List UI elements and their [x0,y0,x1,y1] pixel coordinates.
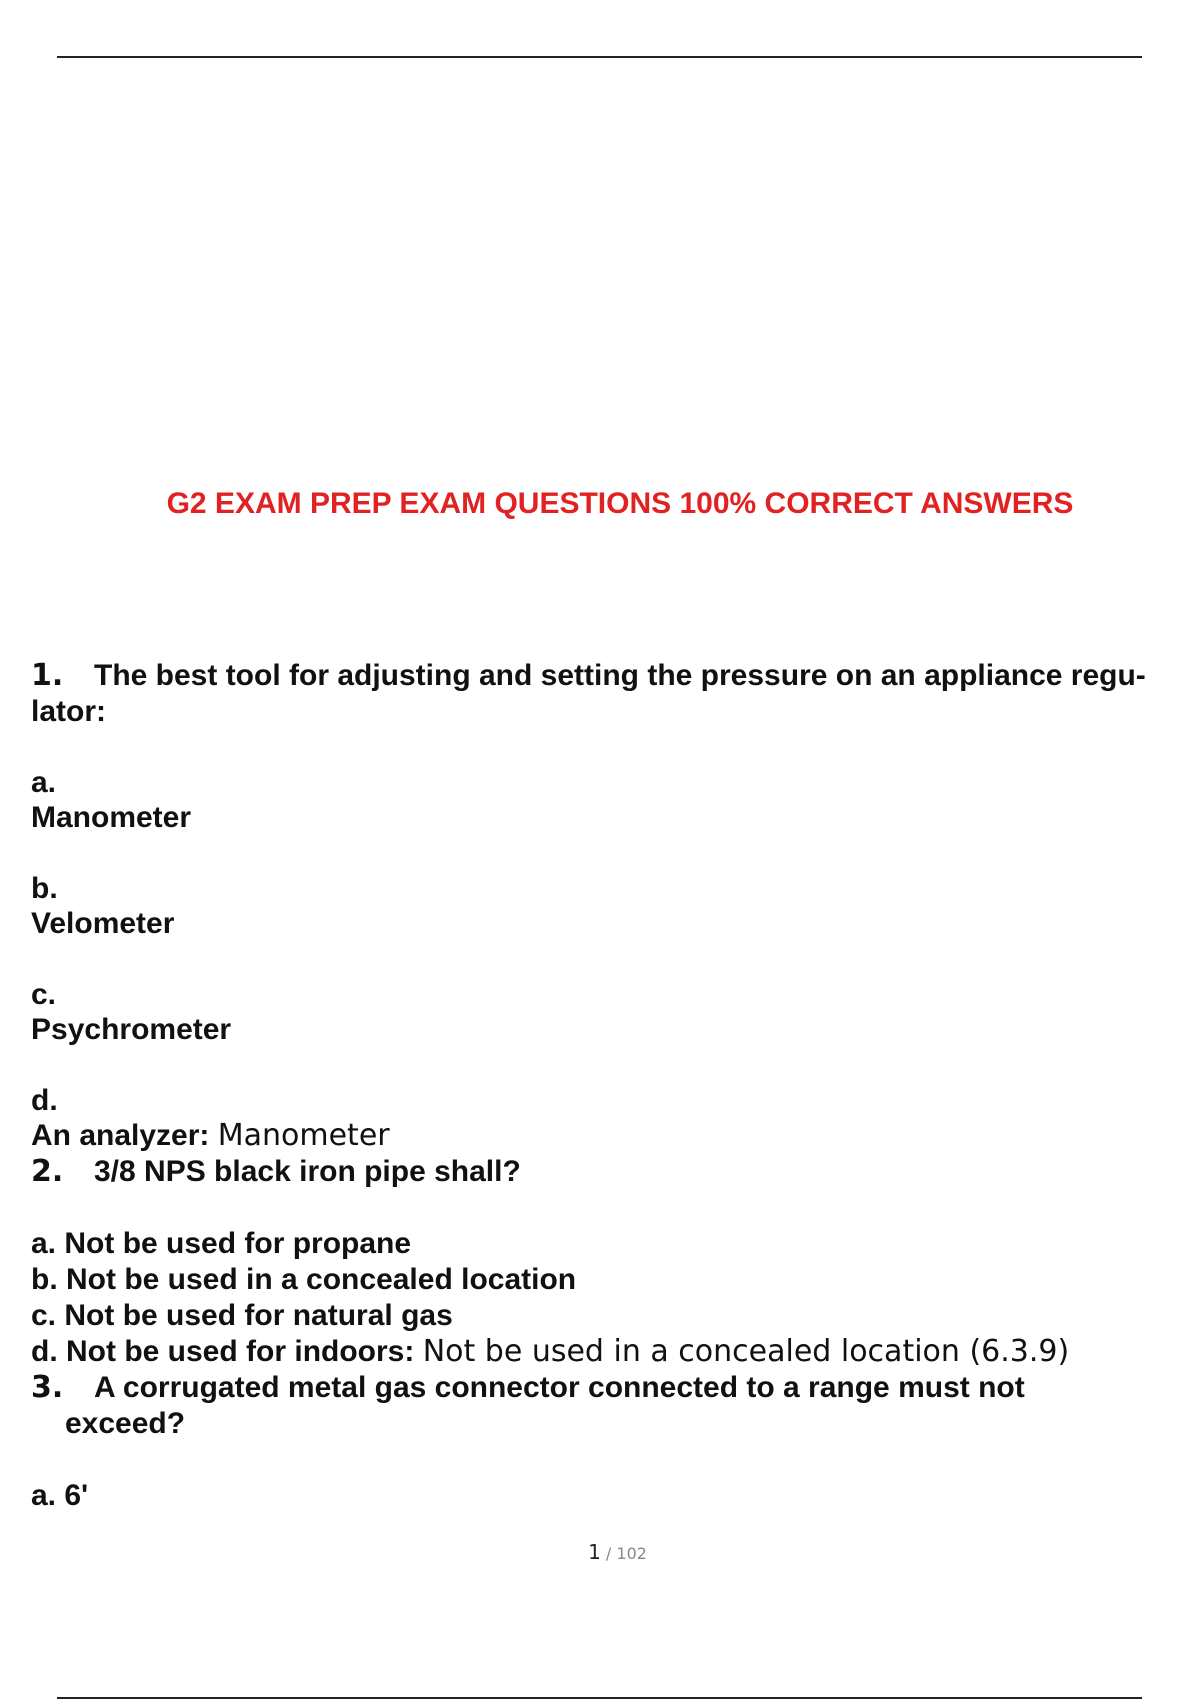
option-text: Manometer [31,801,192,834]
option-text: Psychrometer [31,1013,232,1046]
option-letter: c. [31,978,57,1011]
document-title: G2 EXAM PREP EXAM QUESTIONS 100% CORRECT ANSWERS [166,487,1074,520]
question-number: 3. [31,1370,64,1405]
option-text: Velometer [31,907,175,940]
question-text: A corrugated metal gas connector connected to a range must not [94,1371,1025,1404]
option-row [31,1298,1171,1334]
option-row [31,1334,1171,1370]
option-row [31,1226,1171,1262]
option-row [31,1262,1171,1298]
correct-answer: Not be used in a concealed location (6.3.9) [422,1334,1070,1369]
correct-answer: Manometer [217,1118,390,1153]
option-text: 6' [64,1479,89,1512]
option-letter: b. [31,872,58,905]
option-letter: a. [31,1227,57,1260]
option-text: An analyzer: [31,1119,210,1152]
option-text: Not be used for natural gas [64,1299,453,1332]
question-text-continued: exceed? [65,1407,186,1440]
question-number: 2. [31,1154,64,1189]
question-text: 3/8 NPS black iron pipe shall? [94,1155,521,1188]
option-letter: c. [31,1299,57,1332]
question-text: The best tool for adjusting and setting the pressure on an appliance regu- lator: [31,659,1146,728]
option-letter: a. [31,766,57,799]
bottom-rule [57,1697,1142,1699]
option-with-answer [31,1118,1171,1154]
option-text: Not be used for propane [64,1227,412,1260]
total-pages: / 102 [605,1544,647,1563]
page-indicator [0,1540,1200,1564]
option-letter: a. [31,1479,57,1512]
option-text: Not be used in a concealed location [66,1263,577,1296]
option-letter: d. [31,1335,58,1368]
top-rule [57,56,1142,58]
option-row [31,1478,1171,1514]
option-letter: d. [31,1084,58,1117]
option-letter: b. [31,1263,58,1296]
option-text: Not be used for indoors: [66,1335,415,1368]
question-1 [31,658,1171,730]
question-3 [31,1370,1171,1406]
current-page: 1 [588,1540,601,1564]
question-list [31,658,1171,1514]
question-number: 1. [31,658,64,693]
question-2 [31,1154,1171,1190]
